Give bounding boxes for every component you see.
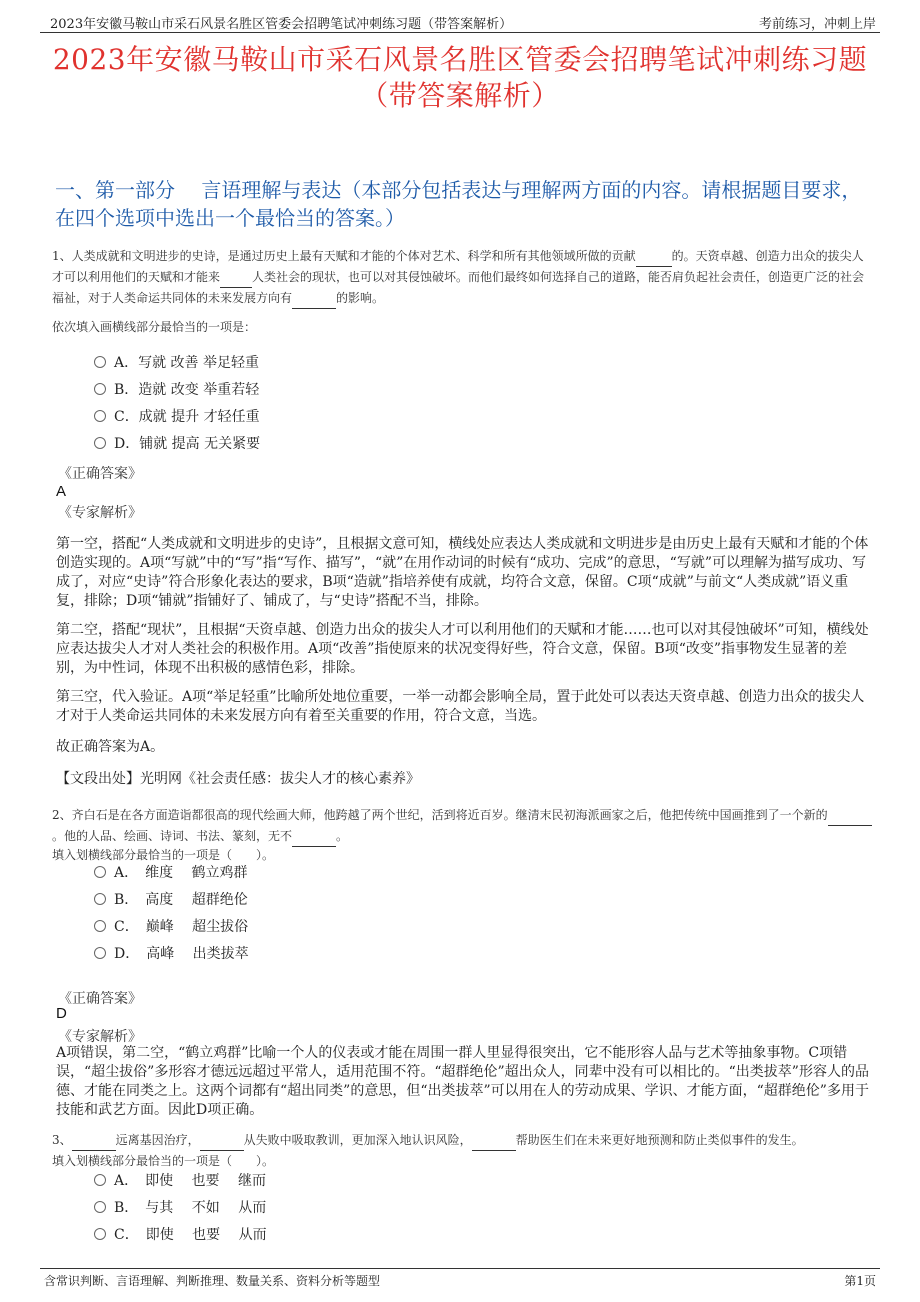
q2-option-c[interactable]: C． 巅峰 超尘拔俗	[94, 916, 248, 938]
q2-answer-label: 《正确答案》	[58, 991, 142, 1007]
header-slogan: 考前练习，冲刺上岸	[758, 17, 876, 32]
q1-answer-label: 《正确答案》	[58, 466, 142, 482]
q2-option-a[interactable]: A． 维度 鹤立鸡群	[94, 862, 248, 884]
section-heading: 一、第一部分 言语理解与表达（本部分包括表达与理解两方面的内容。请根据题目要求，在四个选项中选出一个最恰当的答案。）	[55, 178, 862, 230]
page-number: 第1页	[844, 1274, 876, 1288]
q3-option-b[interactable]: B． 与其 不如 从而	[94, 1197, 266, 1219]
question-2-text: 2、齐白石是在各方面造诣都很高的现代绘画大师，他跨越了两个世纪，活到将近百岁。继清末民初海派画家之后，他把传统中国画推到了一个新的 。他的人品、绘画、诗词、书法、篆刻，无不 。	[52, 805, 874, 847]
radio-icon[interactable]	[94, 893, 106, 905]
q2-option-d[interactable]: D． 高峰 出类拔萃	[94, 943, 249, 965]
blank	[220, 267, 252, 288]
page-footer	[40, 1268, 880, 1288]
radio-icon[interactable]	[94, 410, 106, 422]
footer-description: 含常识判断、言语理解、判断推理、数量关系、资料分析等题型	[44, 1274, 381, 1288]
q1-option-d[interactable]: D．铺就 提高 无关紧要	[94, 433, 260, 455]
question-2-prompt: 填入划横线部分最恰当的一项是（ ）。	[52, 848, 275, 862]
q1-option-c[interactable]: C．成就 提升 才轻任重	[94, 406, 260, 428]
header-title: 2023年安徽马鞍山市采石风景名胜区管委会招聘笔试冲刺练习题（带答案解析）	[50, 17, 513, 32]
q3-option-a[interactable]: A． 即使 也要 继而	[94, 1170, 266, 1192]
blank	[200, 1130, 244, 1151]
q1-option-a[interactable]: A．写就 改善 举足轻重	[94, 352, 259, 374]
radio-icon[interactable]	[94, 356, 106, 368]
radio-icon[interactable]	[94, 383, 106, 395]
q1-analysis-2: 第二空，搭配“现状”，且根据“天资卓越、创造力出众的拔尖人才可以利用他们的天赋和才能……也可以对其侵蚀破坏”可知，横线处应表达拔尖人才对人类社会的积极作用。A项“改善”指使原来的状况变得好些，符合文意，保留。B项“改变”指事物发生显著的差别，为中性词，体现不出积极的感情色彩，排除。	[56, 622, 869, 676]
q1-source: 【文段出处】光明网《社会责任感：拔尖人才的核心素养》	[56, 771, 420, 787]
question-3-text: 3、 远离基因治疗， 从失败中吸取教训，更加深入地认识风险， 帮助医生们在未来更好地预测和防止类似事件的发生。	[52, 1130, 874, 1151]
radio-icon[interactable]	[94, 920, 106, 932]
blank	[292, 288, 336, 309]
question-3-prompt: 填入划横线部分最恰当的一项是（ ）。	[52, 1154, 275, 1168]
blank	[636, 246, 672, 267]
page-title: 2023年安徽马鞍山市采石风景名胜区管委会招聘笔试冲刺练习题（带答案解析）	[52, 43, 868, 112]
q1-analysis-label: 《专家解析》	[58, 505, 142, 521]
q2-option-b[interactable]: B． 高度 超群绝伦	[94, 889, 248, 911]
blank	[292, 826, 336, 847]
q3-option-c[interactable]: C． 即使 也要 从而	[94, 1224, 267, 1246]
radio-icon[interactable]	[94, 866, 106, 878]
radio-icon[interactable]	[94, 1174, 106, 1186]
question-1-prompt: 依次填入画横线部分最恰当的一项是：	[52, 320, 257, 334]
blank	[472, 1130, 516, 1151]
q1-analysis-3: 第三空，代入验证。A项“举足轻重”比喻所处地位重要，一举一动都会影响全局，置于此处可以表达天资卓越、创造力出众的拔尖人才对于人类命运共同体的未来发展方向有着至关重要的作用，符合文意，当选。	[56, 689, 865, 724]
blank	[72, 1130, 116, 1151]
radio-icon[interactable]	[94, 437, 106, 449]
q1-answer: A	[56, 483, 67, 500]
radio-icon[interactable]	[94, 1201, 106, 1213]
blank	[828, 805, 872, 826]
q2-analysis: A项错误，第二空，“鹤立鸡群”比喻一个人的仪表或才能在周围一群人里显得很突出，它不能形容人品与艺术等抽象事物。C项错误，“超尘拔俗”多形容才德远远超过平常人，适用范围不符。“超群绝伦”超出众人，同辈中没有可以相比的。“出类拔萃”形容人的品德、才能在同类之上。这两个词都有“超出同类”的意思，但“出类拔萃”可以用在人的劳动成果、学识、才能方面，“超群绝伦”多用于技能和武艺方面。因此D项正确。	[56, 1045, 869, 1118]
page-header	[40, 12, 880, 33]
q2-analysis-label: 《专家解析》	[58, 1029, 142, 1045]
q1-conclusion: 故正确答案为A。	[56, 739, 165, 755]
radio-icon[interactable]	[94, 947, 106, 959]
radio-icon[interactable]	[94, 1228, 106, 1240]
question-1-text: 1、人类成就和文明进步的史诗，是通过历史上最有天赋和才能的个体对艺术、科学和所有其他领域所做的贡献 的。天资卓越、创造力出众的拔尖人才可以利用他们的天赋和才能来 人类社会的现状，也可以对其侵蚀破坏。而他们最终如何选择自己的道路，能否肩负起社会责任，创造更广泛的社会福祉，对于人类命运共同体的未来发展方向有 的影响。	[52, 246, 874, 309]
q2-answer: D	[56, 1005, 67, 1022]
q1-analysis-1: 第一空，搭配“人类成就和文明进步的史诗”，且根据文意可知，横线处应表达人类成就和文明进步是由历史上最有天赋和才能的个体创造实现的。A项“写就”中的“写”指“写作、描写”，“就”在用作动词的时候有“成功、完成”的意思，“写就”可以理解为描写成功、写成了，对应“史诗”符合形象化表达的要求，B项“造就”指培养使有成就，均符合文意，保留。C项“成就”与前文“人类成就”语义重复，排除；D项“铺就”指铺好了、铺成了，与“史诗”搭配不当，排除。	[56, 536, 869, 609]
q1-option-b[interactable]: B．造就 改变 举重若轻	[94, 379, 259, 401]
